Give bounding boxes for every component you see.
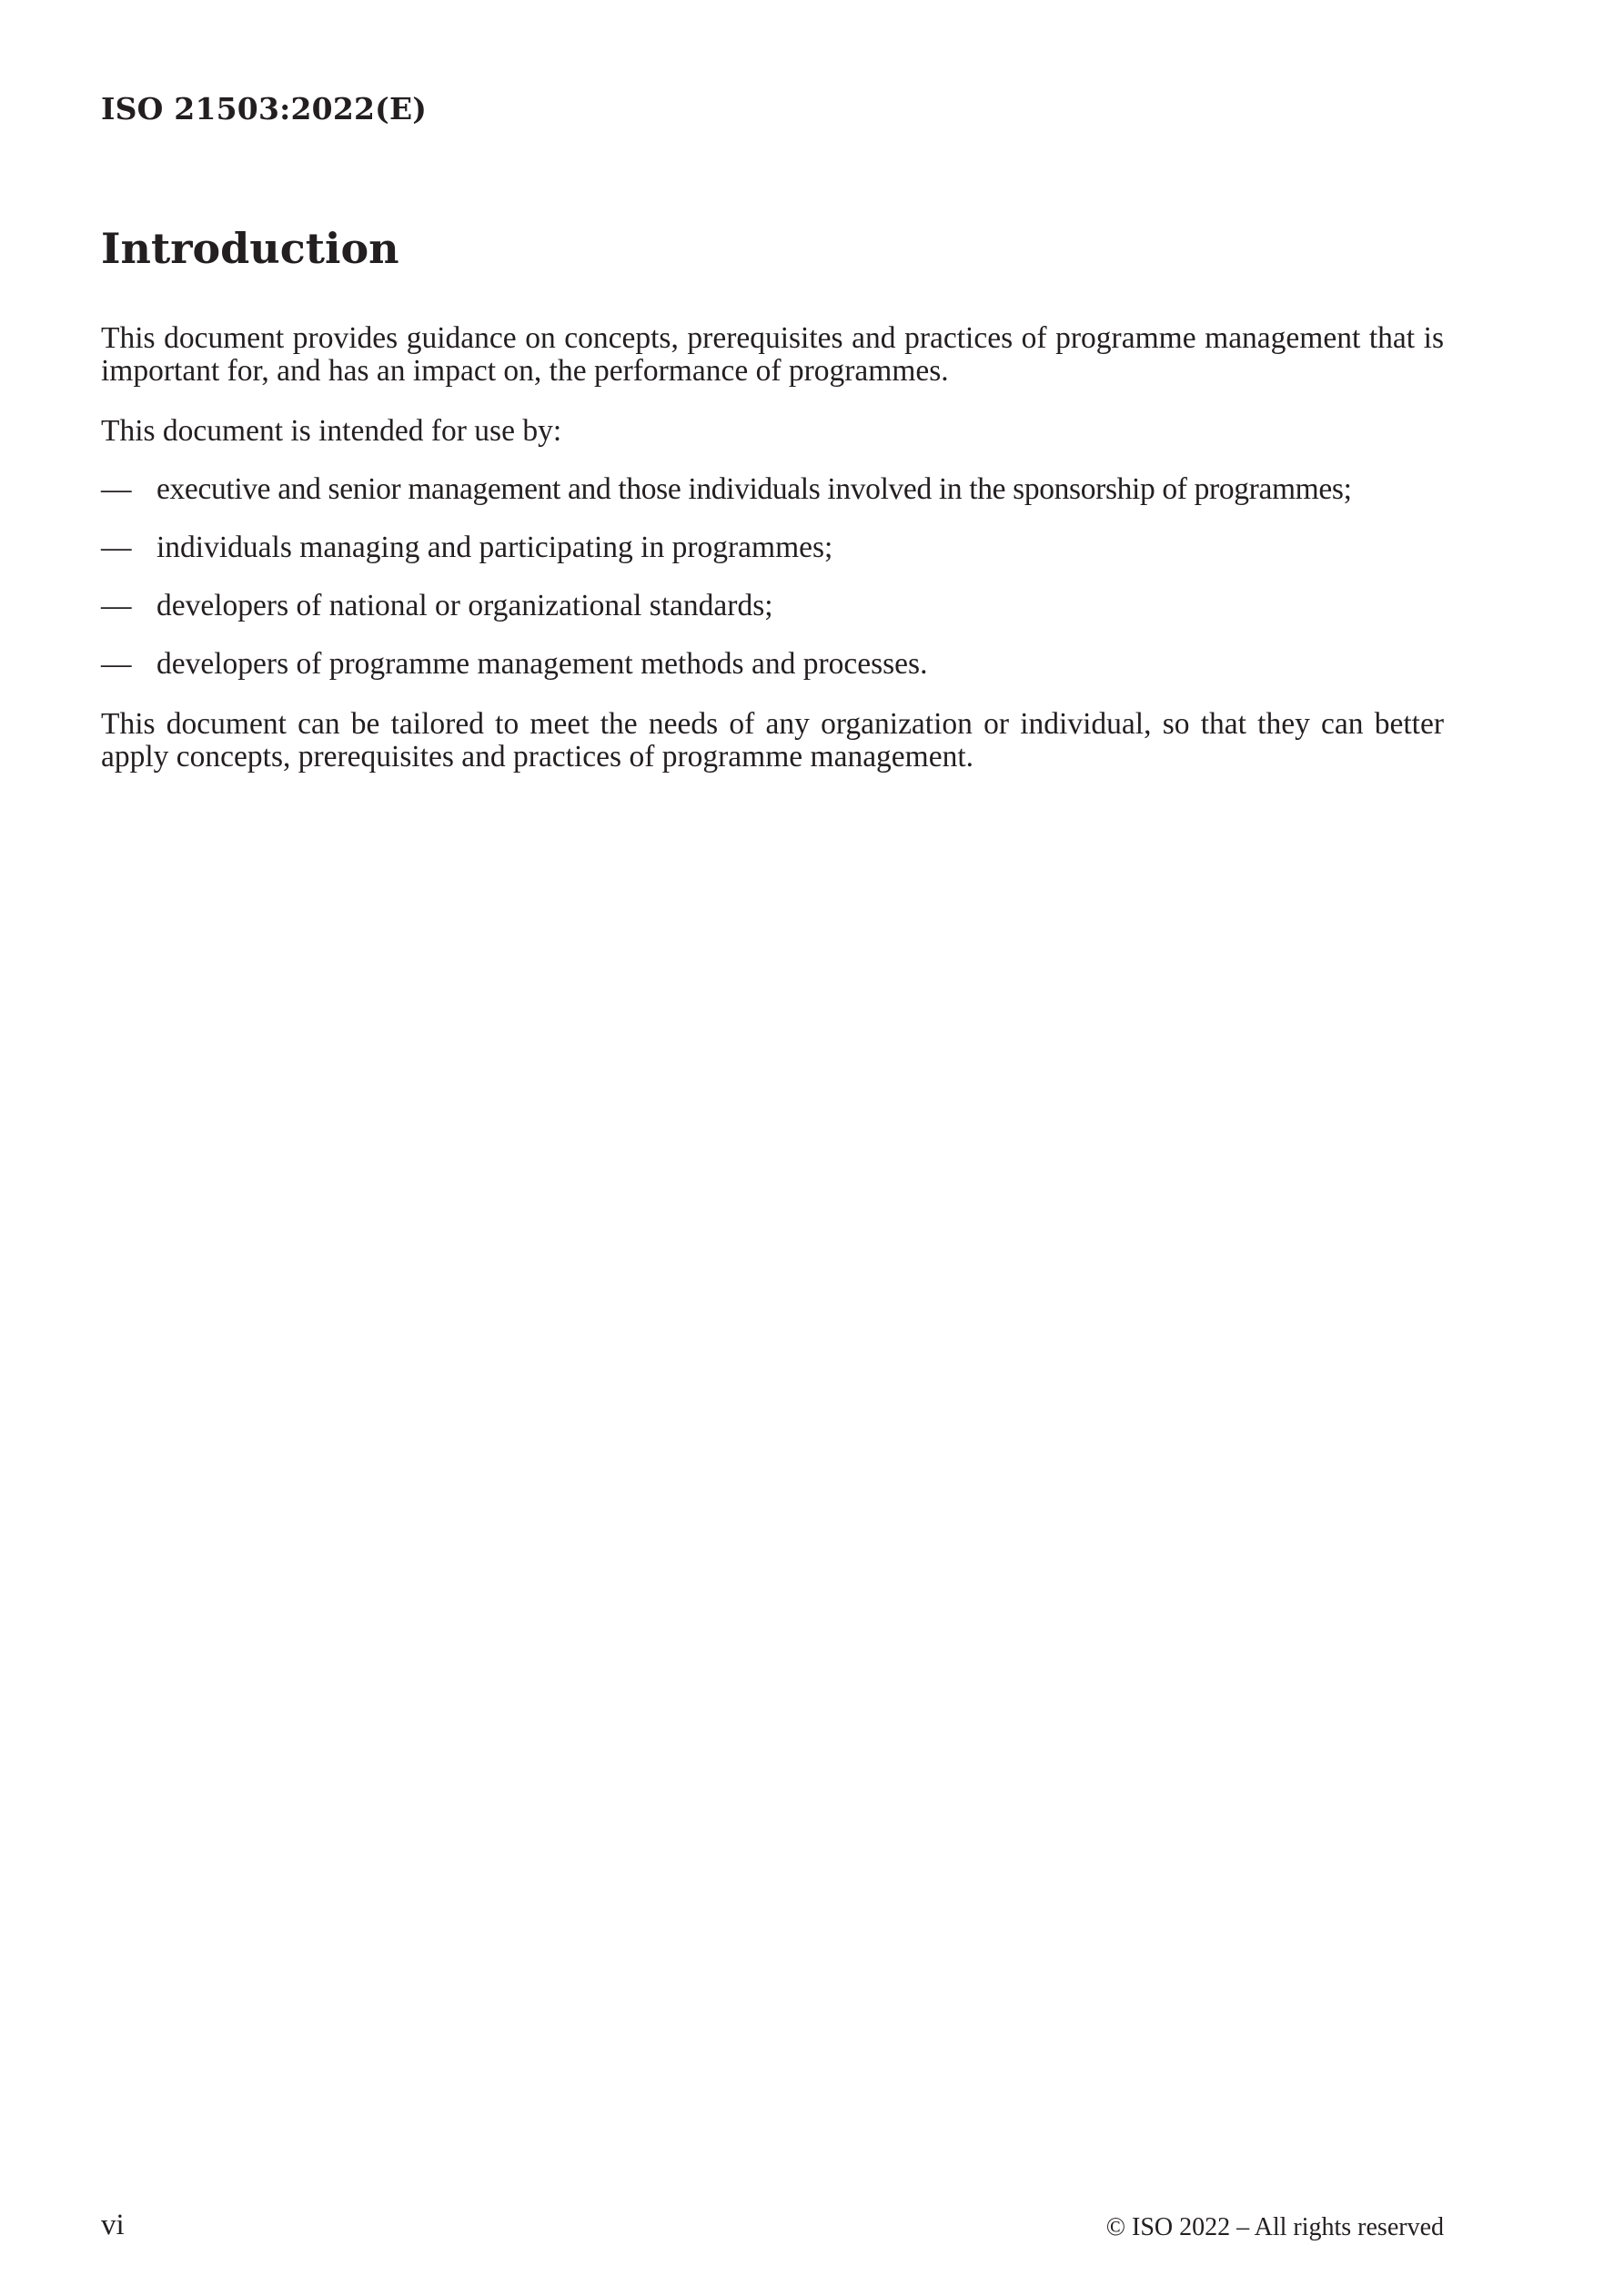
standard-identifier: ISO 21503:2022(E) <box>101 91 428 126</box>
intro-paragraph-2: This document is intended for use by: <box>101 414 562 448</box>
list-item-text: executive and senior management and those individuals involved in the sponsorship of programmes; <box>156 472 1352 506</box>
intro-paragraph-1: This document provides guidance on concepts, prerequisites and practices of programme management that is important for, and has an impact on, the performance of programmes. <box>101 321 1444 388</box>
intro-paragraph-3: This document can be tailored to meet the needs of any organization or individual, so that they can better apply concepts, prerequisites and practices of programme management. <box>101 707 1444 774</box>
section-title: Introduction <box>101 224 399 273</box>
page-number: vi <box>101 2209 125 2241</box>
list-item <box>101 648 1444 681</box>
list-item <box>101 473 1444 506</box>
audience-list <box>101 473 1444 706</box>
list-item-text: developers of national or organizational standards; <box>156 589 773 622</box>
dash-marker: — <box>101 647 132 681</box>
dash-marker: — <box>101 589 132 622</box>
list-item-text: developers of programme management methods and processes. <box>156 647 928 681</box>
dash-marker: — <box>101 472 132 506</box>
copyright-notice: © ISO 2022 – All rights reserved <box>1105 2213 1444 2241</box>
list-item <box>101 590 1444 622</box>
dash-marker: — <box>101 531 132 564</box>
list-item <box>101 531 1444 564</box>
list-item-text: individuals managing and participating in programmes; <box>156 531 833 564</box>
